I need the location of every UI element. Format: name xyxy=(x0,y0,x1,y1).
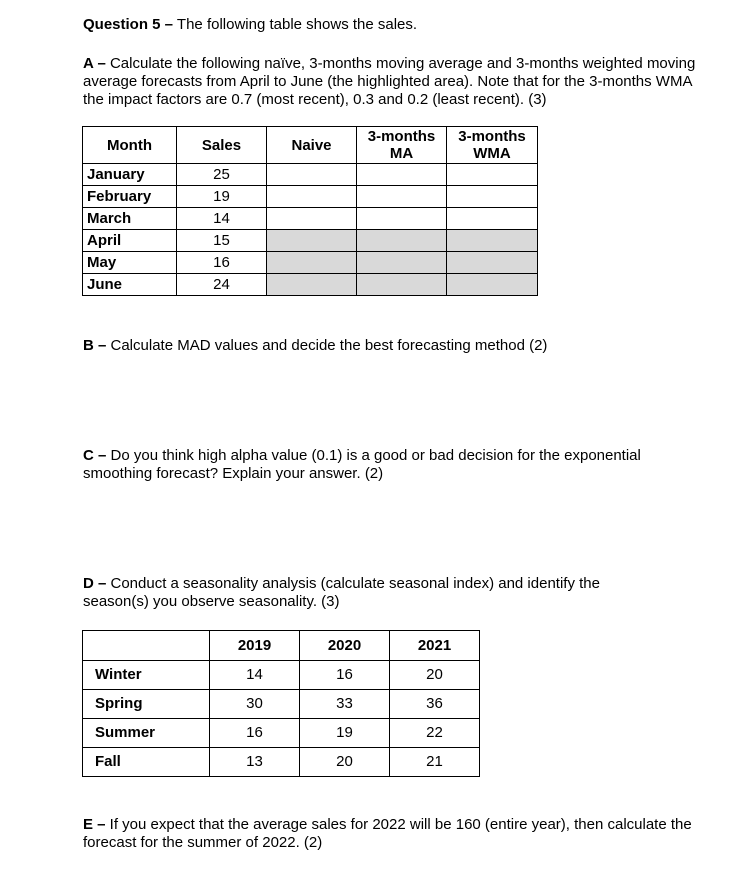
part-a xyxy=(83,55,703,109)
ma-cell-highlighted xyxy=(357,252,447,274)
part-d xyxy=(83,575,653,611)
table-row xyxy=(83,230,538,252)
seasonality-table xyxy=(82,630,480,777)
header-sales: Sales xyxy=(177,127,267,164)
table-row xyxy=(83,252,538,274)
table-row xyxy=(83,748,480,777)
header-ma: 3-months MA xyxy=(357,127,447,164)
sales-cell: 15 xyxy=(177,230,267,252)
question-label: Question 5 – xyxy=(83,16,174,33)
part-e-label: E – xyxy=(83,816,106,833)
sales-cell: 14 xyxy=(177,208,267,230)
value-cell: 30 xyxy=(210,690,300,719)
header-naive: Naive xyxy=(267,127,357,164)
value-cell: 16 xyxy=(300,661,390,690)
wma-cell xyxy=(447,208,538,230)
table-row xyxy=(83,690,480,719)
ma-cell-highlighted xyxy=(357,274,447,296)
part-d-label: D – xyxy=(83,575,107,592)
ma-cell xyxy=(357,208,447,230)
month-cell: May xyxy=(83,252,177,274)
value-cell: 21 xyxy=(390,748,480,777)
month-cell: March xyxy=(83,208,177,230)
seasonality-table-header xyxy=(83,631,480,661)
ma-cell xyxy=(357,186,447,208)
value-cell: 36 xyxy=(390,690,480,719)
value-cell: 13 xyxy=(210,748,300,777)
part-c-text: Do you think high alpha value (0.1) is a good or bad decision for the exponential smoothing forecast? Explain your answer. (2) xyxy=(83,447,641,482)
part-b-text: Calculate MAD values and decide the best forecasting method (2) xyxy=(106,337,548,354)
header-wma: 3-months WMA xyxy=(447,127,538,164)
part-e-text: If you expect that the average sales for 2022 will be 160 (entire year), then calculate the forecast for the summer of 2022. (2) xyxy=(83,816,692,851)
part-b-label: B – xyxy=(83,337,107,354)
wma-cell xyxy=(447,164,538,186)
season-cell: Spring xyxy=(83,690,210,719)
part-b xyxy=(83,337,723,355)
sales-table xyxy=(82,126,538,296)
part-a-label: A – xyxy=(83,55,106,72)
value-cell: 22 xyxy=(390,719,480,748)
month-cell: April xyxy=(83,230,177,252)
value-cell: 16 xyxy=(210,719,300,748)
month-cell: February xyxy=(83,186,177,208)
header-empty xyxy=(83,631,210,661)
value-cell: 20 xyxy=(300,748,390,777)
sales-cell: 25 xyxy=(177,164,267,186)
header-2020: 2020 xyxy=(300,631,390,661)
table-row xyxy=(83,208,538,230)
question-text: The following table shows the sales. xyxy=(173,16,418,33)
part-a-text: Calculate the following naïve, 3-months moving average and 3-months weighted moving average forecasts from April to June (the highlighted area). Note that for the 3-months WMA the impact factors are 0.7 (most recent), 0.3 and 0.2 (least recent). (3) xyxy=(83,55,696,108)
naive-cell-highlighted xyxy=(267,230,357,252)
value-cell: 19 xyxy=(300,719,390,748)
sales-cell: 19 xyxy=(177,186,267,208)
season-cell: Summer xyxy=(83,719,210,748)
table-row xyxy=(83,274,538,296)
wma-cell-highlighted xyxy=(447,230,538,252)
value-cell: 33 xyxy=(300,690,390,719)
header-2019: 2019 xyxy=(210,631,300,661)
season-cell: Winter xyxy=(83,661,210,690)
naive-cell xyxy=(267,186,357,208)
header-month: Month xyxy=(83,127,177,164)
month-cell: June xyxy=(83,274,177,296)
naive-cell-highlighted xyxy=(267,252,357,274)
question-heading xyxy=(83,16,723,34)
part-d-text: Conduct a seasonality analysis (calculate seasonal index) and identify the season(s) you observe seasonality. (3) xyxy=(83,575,600,610)
wma-cell xyxy=(447,186,538,208)
naive-cell xyxy=(267,208,357,230)
table-row xyxy=(83,186,538,208)
part-c xyxy=(83,447,698,483)
wma-cell-highlighted xyxy=(447,252,538,274)
value-cell: 14 xyxy=(210,661,300,690)
table-row xyxy=(83,661,480,690)
naive-cell xyxy=(267,164,357,186)
part-e xyxy=(83,816,723,852)
ma-cell xyxy=(357,164,447,186)
month-cell: January xyxy=(83,164,177,186)
part-c-label: C – xyxy=(83,447,107,464)
wma-cell-highlighted xyxy=(447,274,538,296)
value-cell: 20 xyxy=(390,661,480,690)
header-2021: 2021 xyxy=(390,631,480,661)
sales-cell: 16 xyxy=(177,252,267,274)
season-cell: Fall xyxy=(83,748,210,777)
sales-cell: 24 xyxy=(177,274,267,296)
naive-cell-highlighted xyxy=(267,274,357,296)
table-row xyxy=(83,719,480,748)
sales-table-header xyxy=(83,127,538,164)
table-row xyxy=(83,164,538,186)
ma-cell-highlighted xyxy=(357,230,447,252)
